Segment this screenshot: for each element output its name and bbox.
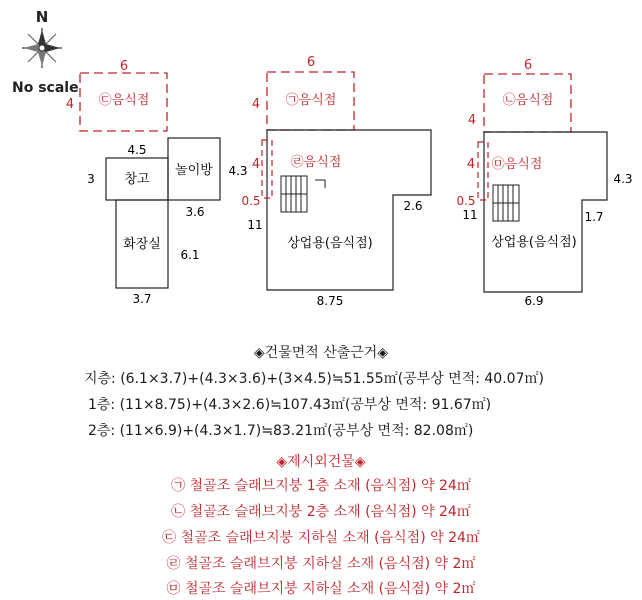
storage-label: 창고 bbox=[124, 172, 150, 187]
floor2-main-label: 상업용(음식점) bbox=[491, 235, 577, 250]
restroom-height: 6.1 bbox=[180, 248, 200, 262]
annex-a-height: 4 bbox=[251, 97, 261, 112]
scale-note: No scale bbox=[12, 80, 79, 96]
floor1-notch: 2.6 bbox=[403, 199, 423, 213]
annex-e-height: 4 bbox=[466, 157, 476, 172]
storage-width: 4.5 bbox=[127, 143, 147, 157]
annex-d-width: 0.5 bbox=[241, 194, 261, 208]
excluded-line-d: ㉣ 철골조 슬래브지붕 지하실 소재 (음식점) 약 2㎡ bbox=[166, 556, 476, 572]
floor2-right-height: 4.3 bbox=[613, 172, 633, 186]
storage-height: 3 bbox=[87, 172, 95, 186]
calc-line-floor1: 1층: (11×8.75)+(4.3×2.6)≒107.43㎡(공부상 면적: 91.67㎡) bbox=[88, 397, 492, 413]
compass-north-label: N bbox=[35, 8, 49, 26]
floor1-plan bbox=[241, 55, 431, 308]
annex-a-label: ㉠음식점 bbox=[285, 93, 337, 108]
excluded-line-e: ㉤ 철골조 슬래브지붕 지하실 소재 (음식점) 약 2㎡ bbox=[166, 581, 476, 597]
playroom-width: 3.6 bbox=[185, 205, 205, 219]
excluded-line-b: ㉡ 철골조 슬래브지붕 2층 소재 (음식점) 약 24㎡ bbox=[171, 504, 471, 520]
excluded-line-c: ㉢ 철골조 슬래브지붕 지하실 소재 (음식점) 약 24㎡ bbox=[162, 530, 480, 546]
stairs-icon bbox=[493, 185, 519, 221]
annex-c-width: 6 bbox=[119, 59, 129, 74]
floor2-main-width: 6.9 bbox=[524, 294, 544, 308]
floor1-main-width: 8.75 bbox=[316, 294, 344, 308]
calc-title: ◈건물면적 산출근거◈ bbox=[253, 345, 389, 361]
annex-d-height: 4 bbox=[251, 157, 261, 172]
floor2-main-height: 11 bbox=[462, 208, 478, 222]
annex-d-label: ㉣음식점 bbox=[290, 155, 342, 170]
calc-line-basement: 지층: (6.1×3.7)+(4.3×3.6)+(3×4.5)≒51.55㎡(공부상 면적: 40.07㎡) bbox=[84, 371, 544, 387]
annex-e-outline bbox=[478, 142, 488, 200]
floor1-main-label: 상업용(음식점) bbox=[287, 236, 373, 251]
annex-b-width: 6 bbox=[523, 58, 533, 73]
floor2-plan bbox=[456, 58, 632, 308]
excluded-title: ◈제시외건물◈ bbox=[276, 454, 366, 470]
calc-line-floor2: 2층: (11×6.9)+(4.3×1.7)≒83.21㎡(공부상 면적: 82.08㎡) bbox=[88, 423, 474, 439]
compass-icon bbox=[22, 8, 62, 68]
excluded-line-a: ㉠ 철골조 슬래브지붕 1층 소재 (음식점) 약 24㎡ bbox=[171, 478, 471, 494]
annex-e-label: ㉤음식점 bbox=[491, 157, 543, 172]
annex-b-height: 4 bbox=[467, 113, 477, 128]
annex-c-height: 4 bbox=[65, 97, 75, 112]
stairs-icon bbox=[281, 176, 325, 212]
annex-a-width: 6 bbox=[306, 55, 316, 70]
restroom-width: 3.7 bbox=[132, 292, 152, 306]
annex-b-label: ㉡음식점 bbox=[502, 93, 554, 108]
basement-plan bbox=[66, 59, 248, 306]
floor1-main-height: 11 bbox=[247, 218, 263, 232]
playroom-height: 4.3 bbox=[228, 164, 248, 178]
annex-c-label: ㉢음식점 bbox=[98, 93, 150, 108]
floor2-notch: 1.7 bbox=[584, 210, 604, 224]
restroom-label: 화장실 bbox=[123, 237, 161, 252]
annex-e-width: 0.5 bbox=[456, 194, 476, 208]
playroom-label: 놀이방 bbox=[175, 163, 213, 178]
